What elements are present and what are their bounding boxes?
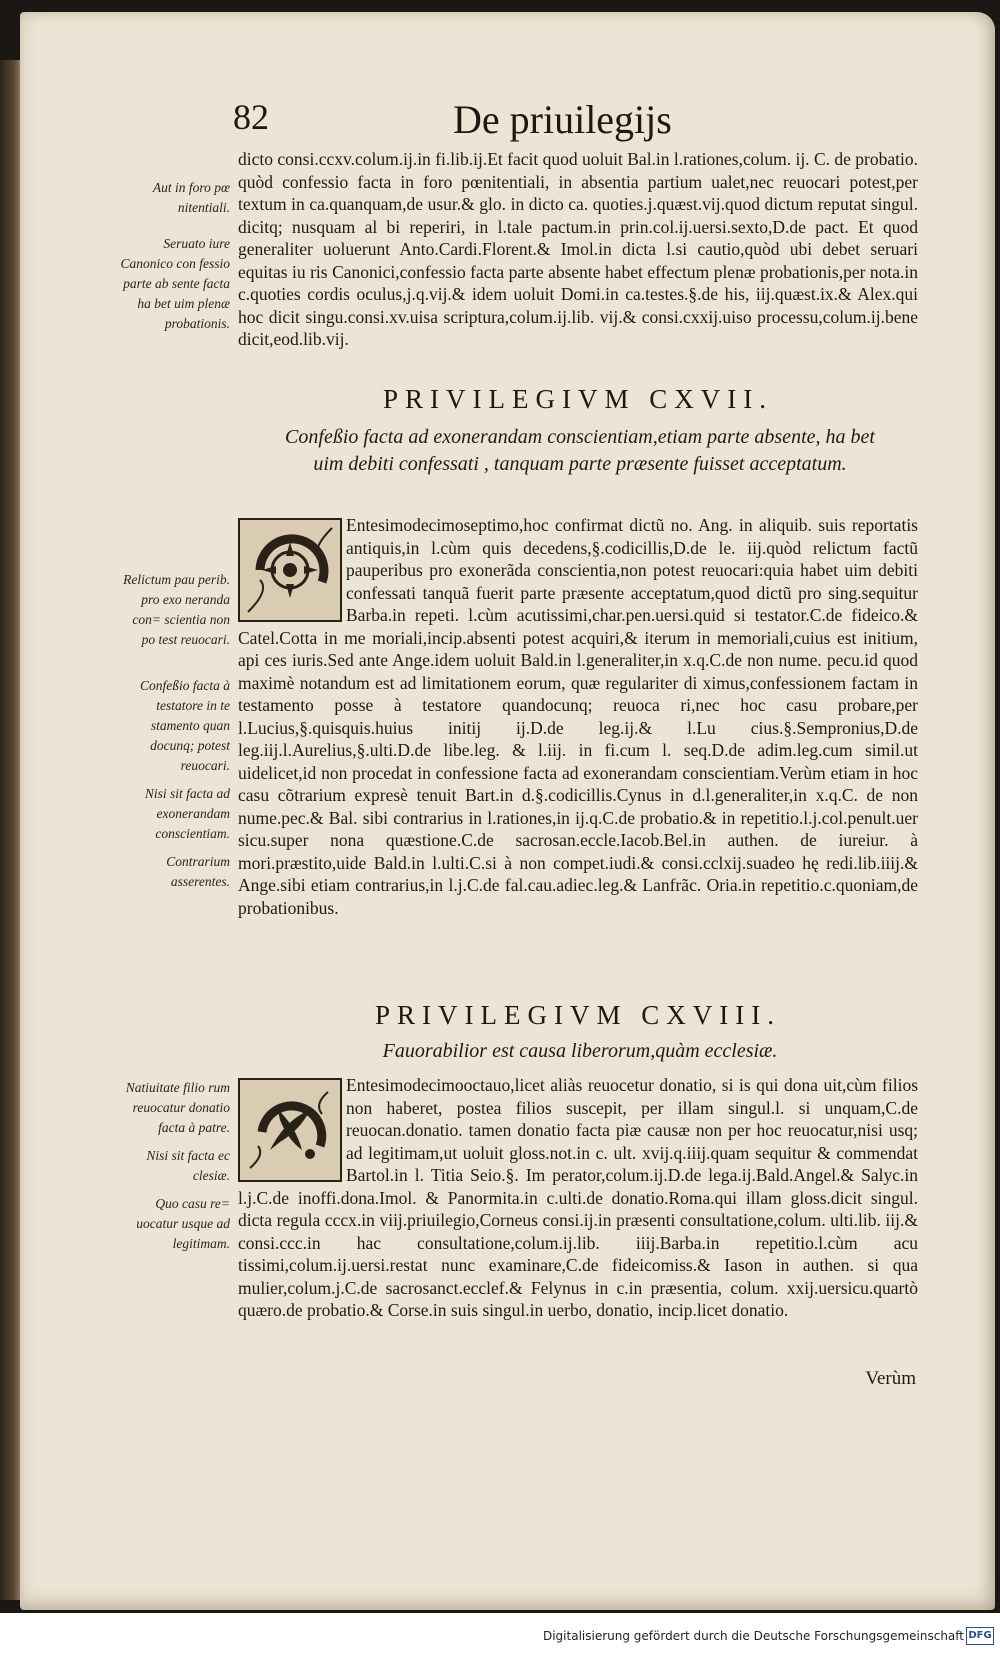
margin-note: Confeßio facta à testatore in te stamento quan docunq; potest reuocari.: [140, 678, 230, 773]
initial-space: [238, 1074, 346, 1172]
page-number: 82: [233, 97, 269, 137]
dfg-logo: DFG: [966, 1627, 994, 1645]
heading-privilegium-117: PRIVILEGIVM CXVII.: [383, 384, 773, 414]
margin-note: Nisi sit facta ec clesiæ.: [146, 1148, 230, 1183]
top-margin-notes: [120, 178, 230, 342]
margin-note: Natiuitate filio rum reuocatur donatio facta à patre.: [125, 1080, 230, 1135]
top-paragraph: dicto consi.ccxv.colum.ij.in fi.lib.ij.Et facit quod uoluit Bal.in l.rationes,colum. ij. C. de probatio. quòd confessio facta in foro pœnitentiali, in absentia partium ualet,nec reuocari potest,per textum in ca.quanquam,de usur.& glo. in dicto ca. quoties.j.quæst.vij.quod dictum reputat singul. dicitq; nusquam al bi reperiri, in l.tale pactum.in prin.col.ij.uersi.sexto,D.de pact. Et quod generaliter uoluerunt Anto.Cardi.Florent.& Imol.in dicta l.si cautio,quòd ubi debet seruari equitas iu ris Canonici,confessio facta parte absente habet effectum plenæ probationis,per nota.in c.quoties cordis oculus,j.q.vij.& idem uoluit Domi.in ca.testes.§.de his, iij.quæst.ix.& Alex.qui hoc dicit singu.consi.xv.uisa scriptura,colum.ij.lib. vij.& consi.cxxij.uiso processu,colum.ij.bene dicit,eod.lib.vij.: [238, 149, 918, 349]
paragraph-text: Entesimodecimooctauo,licet aliàs reuocetur donatio, si is qui dona uit,cùm filios non haberet, postea filios suscepit, per illam singul.l. si unquam,C.de reuocan.donatio. tamen donatio facta piæ causæ non per hoc reuocatur,nisi usq; ad legitimam,ut uoluit gloss.not.in c. ult. xvij.q.iiij.quam sequitur & commendat Bartol.in l. Titia Seio.§. Im perator,colum.ij.D.de lega.ij.Bald.Angel.& Salyc.in l.j.C.de inoffi.dona.Imol. & Panormita.in c.ulti.de donatio.Roma.qui illam gloss.dicit singul. dicta regula cccx.in viij.priuilegio,Corneus consi.ij.in præsenti consultatione,colum. ulti.lib. iij.& consi.ccc.in hac consultatione,colum.ij.lib. iiij.Barba.in repetitio.l.cùm acu tissimi,colum.ij.uersi.restat nunc examinare,C.de fideicomiss.& Iason in authen. si qua mulier,colum.j.C.de sacrosanct.ecclef.& Felynus in c.in præsentia, colum. xxij.uersicu.quartò quæro.de probatio.& Corse.in suis singul.in uerbo, donatio, incip.licet donatio.: [238, 1075, 918, 1320]
margin-note: Contrarium asserentes.: [166, 854, 230, 889]
privilegium-117-margin-notes: [120, 570, 230, 900]
paragraph-privilegium-117: [238, 514, 918, 919]
paragraph-text: Entesimodecimoseptimo,hoc confirmat dictũ no. Ang. in aliquib. suis reportatis antiquis,in l.cùm quis decedens,§.codicillis,D.de le. iij.quòd relictum factũ pauperibus pro exonerãda conscientia,non potest reuocari:quia habet uim debiti confessati tanquã fuerit parte præsente acceptatum,quod dictũ pro sing.sequitur Barba.in repeti. l.cùm acutissimi,char.pen.uersi.quid si testator.C.de fideico.& Catel.Cotta in me moriali,incip.absenti potest acquiri,& iterum in memoriali,cuius est initium, api ces iuris.Sed ante Ange.idem uoluit Bald.in l.generaliter,in x.q.C.de non nume. pecu.id quod maximè notandum est ad limitationem eorum, quæ regulariter di ximus,confessionem factam in testamento posse à testatore quandocunq; reuoca ri,nec hoc casu probare,per l.Lucius,§.quisquis.huius initij ij.D.de leg.ij.& l.Lu cius.§.Sempronius,D.de leg.iij.l.Aurelius,§.ulti.D.de libe.leg. & l.iij. in fi.cum l. seq.D.de adim.leg.cum simil.ut uidelicet,id non procedat in confessione facta ad exonerandam conscientiam.Verùm etiam in hoc casu cõtrarium expresè tenuit Bart.in d.§.codicillis.Cynus in d.l.generaliter,in x.q.C. de non nume.pec.& Bal. sibi contrarius in l.rationes,in ij.q.C.de probatio.& in repetitio.l.j.col.penult.uer sicu.super nona quæstione.C.de sacrosan.eccle.Iacob.Bel.in authen. de iureiur. à mori.præstito,uide Bald.in l.ulti.C.si à non compet.iudi.& consi.cclxij.suadeo hę redi.lib.iiij.& Ange.sibi etiam contrarius,in l.j.C.de fal.cau.adiec.leg.& Lanfrãc. Oria.in repetitio.c.quoniam,de probationibus.: [238, 515, 918, 918]
summary-privilegium-117: Confeßio facta ad exonerandam conscientiam,etiam parte absente, ha bet uim debiti confessati , tanquam parte præsente fuisset acceptatum.: [285, 426, 875, 475]
margin-note: Nisi sit facta ad exonerandam conscientiam.: [144, 786, 230, 841]
catchword: Verùm: [865, 1368, 916, 1389]
margin-note: Seruato iure Canonico con fessio parte ab sente facta ha bet uim plenæ probationis.: [120, 236, 230, 331]
paragraph-privilegium-117-wrap: [238, 514, 918, 919]
heading-privilegium-118: PRIVILEGIVM CXVIII.: [375, 1000, 781, 1030]
margin-note: Quo casu re= uocatur usque ad legitimam.: [136, 1196, 230, 1251]
initial-space: [238, 514, 346, 612]
privilegium-118-margin-notes: [120, 1078, 230, 1262]
margin-note: Relictum pau perib. pro exo neranda con= scientia non po test reuocari.: [123, 572, 230, 647]
summary-privilegium-118: Fauorabilior est causa liberorum,quàm ecclesiæ.: [382, 1040, 778, 1062]
margin-note: Aut in foro pœ nitentiali.: [152, 180, 230, 215]
paragraph-privilegium-118-wrap: [238, 1074, 918, 1322]
footer-bar: [0, 1613, 1000, 1653]
digitization-credit: Digitalisierung gefördert durch die Deutsche Forschungsgemeinschaft: [542, 1629, 964, 1643]
paragraph-privilegium-118: [238, 1074, 918, 1322]
running-head: De priuilegijs: [453, 97, 672, 142]
